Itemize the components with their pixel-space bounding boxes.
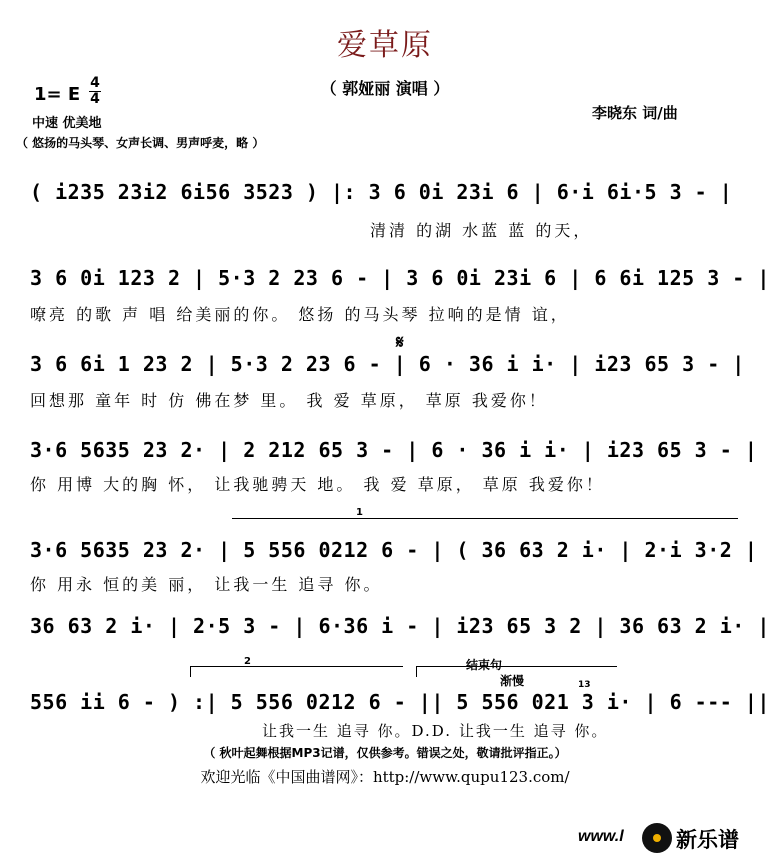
volta-2-bracket [190, 666, 403, 677]
segno-sign: 𝄋 [396, 332, 404, 353]
volta-2-label: 2 [244, 656, 251, 667]
composer-credit: 李晓东 词/曲 [592, 104, 678, 122]
score-line-3-notes: 3 6 6i 1 23 2 | 5·3 2 23 6 - | 6 · 36 i i· | i23 65 3 - | [30, 352, 745, 376]
transcription-note: （ 秋叶起舞根据MP3记谱，仅供参考。错误之处，敬请批评指正。） [203, 746, 567, 760]
score-line-5-lyrics: 你 用永 恒的美 丽， 让我一生 追寻 你。 [30, 575, 383, 594]
volta-1-label: 1 [356, 507, 363, 518]
score-line-2-lyrics: 嘹亮 的歌 声 唱 给美丽的你。 悠扬 的马头琴 拉响的是情 谊， [30, 305, 570, 324]
time-signature-top: 4 [90, 75, 100, 91]
score-line-1-lyrics: 清清 的湖 水蓝 蓝 的天， [370, 221, 593, 240]
logo-disc-icon [642, 823, 672, 853]
intro-note: （ 悠扬的马头琴、女声长调、男声呼麦，略 ） [16, 136, 265, 150]
score-line-1-notes: ( i235 23i2 6i56 3523 ) |: 3 6 0i 23i 6 | 6·i 6i·5 3 - | [30, 180, 733, 204]
song-title: 爱草原 [337, 28, 433, 63]
ritardando-label: 渐慢 [500, 674, 525, 688]
key-signature: 1= E [34, 84, 81, 105]
watermark-url: www.l [578, 828, 624, 845]
score-line-4-notes: 3·6 5635 23 2· | 2 212 65 3 - | 6 · 36 i i· | i23 65 3 - | [30, 438, 758, 462]
score-line-7-lyrics: 让我一生 追寻 你。D.D. 让我一生 追寻 你。 [262, 722, 609, 740]
score-line-6-notes: 36 63 2 i· | 2·5 3 - | 6·36 i - | i23 65 3 2 | 36 63 2 i· | [30, 614, 770, 638]
tempo-marking: 中速 优美地 [32, 116, 102, 131]
volta-1-bracket [232, 518, 738, 529]
score-line-5-notes: 3·6 5635 23 2· | 5 556 0212 6 - | ( 36 63 2 i· | 2·i 3·2 | [30, 538, 758, 562]
time-signature [88, 76, 102, 107]
score-line-7-notes: 556 ii 6 - ) :| 5 556 0212 6 - || 5 556 021 3 i· | 6 --- || [30, 690, 770, 714]
site-logo-text: 新乐谱 [676, 828, 739, 852]
score-line-2-notes: 3 6 0i 123 2 | 5·3 2 23 6 - | 3 6 0i 23i 6 | 6 6i 125 3 - | [30, 266, 770, 290]
site-welcome: 欢迎光临《中国曲谱网》：http://www.qupu123.com/ [200, 768, 570, 786]
ending-label: 结束句 [466, 658, 503, 672]
score-line-3-lyrics: 回想那 童年 时 仿 佛在梦 里。 我 爱 草原， 草原 我爱你！ [30, 391, 548, 410]
singer-credit: （ 郭娅丽 演唱 ） [320, 79, 450, 98]
time-signature-bottom: 4 [90, 91, 100, 107]
score-line-4-lyrics: 你 用博 大的胸 怀， 让我驰骋天 地。 我 爱 草原， 草原 我爱你！ [30, 475, 605, 494]
tuplet-label: 13 [578, 680, 591, 690]
